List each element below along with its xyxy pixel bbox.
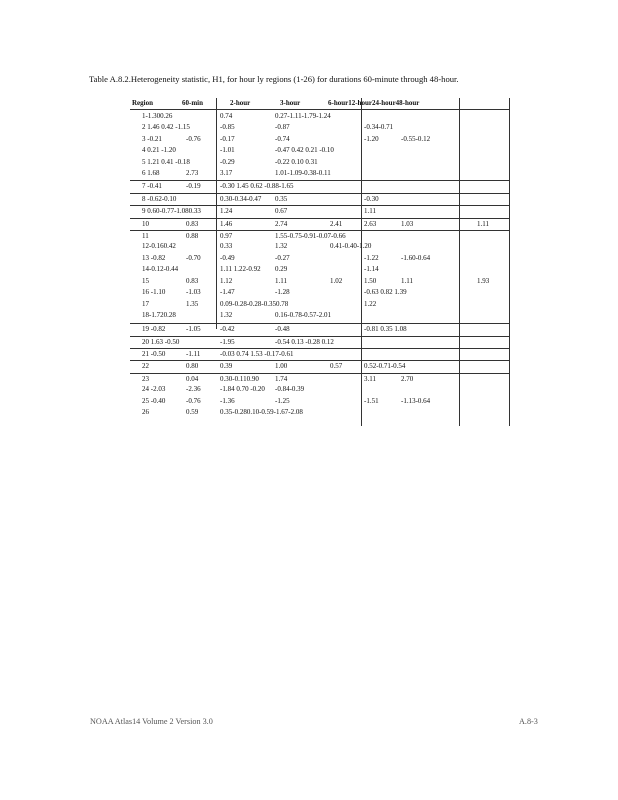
table-cell: -0.76 [186, 135, 201, 143]
table-cell: 0.39 [220, 362, 233, 370]
table-cell: -0.47 0.42 0.21 -0.10 [275, 146, 334, 154]
table-cell: -1.36 [220, 397, 235, 405]
table-cell: -1.84 0.70 -0.20 [220, 385, 265, 393]
table-cell: 15 [142, 277, 149, 285]
table-cell: -2.36 [186, 385, 201, 393]
table-cell: 3.11 [364, 375, 376, 383]
heterogeneity-table [130, 98, 510, 426]
table-cell: 0.57 [330, 362, 343, 370]
table-row [130, 384, 510, 395]
table-cell: -0.63 0.82 1.39 [364, 288, 407, 296]
table-cell: -0.22 0.10 0.31 [275, 158, 318, 166]
table-cell: 7 -0.41 [142, 182, 162, 190]
header-60-min: 60-min [182, 99, 203, 107]
table-cell: 1.02 [330, 277, 343, 285]
table-cell: 1.11 [275, 277, 287, 285]
table-cell: 14-0.12-0.44 [142, 265, 179, 273]
table-row [130, 168, 510, 179]
table-cell: 1.32 [275, 242, 288, 250]
table-cell: 5 1.21 0.41 -0.18 [142, 158, 190, 166]
table-cell: -1.25 [275, 397, 290, 405]
table-cell: 16 -1.10 [142, 288, 166, 296]
table-row [130, 396, 510, 407]
table-cell: 2.63 [364, 220, 377, 228]
table-cell: 12-0.160.42 [142, 242, 176, 250]
table-cell: -1.01 [220, 146, 235, 154]
table-cell: 0.80 [186, 362, 199, 370]
table-cell: 19 -0.82 [142, 325, 166, 333]
table-cell: 22 [142, 362, 149, 370]
table-cell: 1.55-0.75-0.91-0.07-0.66 [275, 232, 346, 240]
table-cell: 2.41 [330, 220, 343, 228]
table-cell: 1.11 [364, 207, 376, 215]
table-cell: 2.73 [186, 169, 199, 177]
table-cell: 0.30-0.110.90 [220, 375, 259, 383]
table-cell: 3.17 [220, 169, 233, 177]
table-cell: 0.27-1.11-1.79-1.24 [275, 112, 331, 120]
table-cell: -0.49 [220, 254, 235, 262]
table-row [130, 122, 510, 133]
table-cell: -0.70 [186, 254, 201, 262]
table-cell: 0.83 [186, 277, 199, 285]
table-cell: -0.19 [186, 182, 201, 190]
table-cell: 1.11 [401, 277, 413, 285]
table-cell: 1.22 [364, 300, 377, 308]
table-cell: 0.04 [186, 375, 199, 383]
table-cell: 4 0.21 -1.20 [142, 146, 176, 154]
table-cell: -0.29 [220, 158, 235, 166]
table-cell: 1.32 [220, 311, 233, 319]
table-row [130, 218, 510, 230]
table-cell: 0.35 [275, 195, 288, 203]
footer-left: NOAA Atlas14 Volume 2 Version 3.0 [90, 717, 213, 726]
table-row [130, 323, 510, 335]
table-cell: -0.17 [220, 135, 235, 143]
table-cell: 1.00 [275, 362, 288, 370]
table-row [130, 193, 510, 205]
table-cell: 11 [142, 232, 149, 240]
table-caption: Table A.8.2.Heterogeneity statistic, H1, for hour ly regions (1-26) for durations 60-minute through 48-hour. [89, 74, 459, 84]
table-cell: 1.24 [220, 207, 233, 215]
table-cell: -0.48 [275, 325, 290, 333]
table-cell: 0.67 [275, 207, 288, 215]
table-cell: -0.03 0.74 1.53 -0.17-0.61 [220, 350, 294, 358]
table-cell: 3 -0.21 [142, 135, 162, 143]
table-cell: 0.16-0.78-0.57-2.01 [275, 311, 331, 319]
table-cell: -1.05 [186, 325, 201, 333]
table-cell: 0.35-0.280.10-0.59-1.67-2.08 [220, 408, 303, 416]
table-cell: 18-1.720.28 [142, 311, 176, 319]
header-3-hour: 3-hour [280, 99, 301, 107]
table-cell: 1.50 [364, 277, 377, 285]
table-row [130, 336, 510, 348]
table-row [130, 241, 510, 252]
table-row [130, 134, 510, 145]
table-cell: -1.51 [364, 397, 379, 405]
table-cell: -1.60-0.64 [401, 254, 431, 262]
table-cell: 26 [142, 408, 149, 416]
table-cell: 2.74 [275, 220, 288, 228]
table-row [130, 299, 510, 310]
table-cell: -0.27 [275, 254, 290, 262]
table-cell: 0.52-0.71-0.54 [364, 362, 406, 370]
table-cell: 21 -0.50 [142, 350, 166, 358]
table-cell: 2.70 [401, 375, 414, 383]
table-cell: 0.74 [220, 112, 233, 120]
table-cell: 1.11 [477, 220, 489, 228]
table-cell: 9 0.60-0.77-1.080.33 [142, 207, 201, 215]
table-cell: -0.74 [275, 135, 290, 143]
page-number: A.8-3 [519, 717, 538, 726]
table-cell: 1.46 [220, 220, 233, 228]
table-cell: -1.03 [186, 288, 201, 296]
table-row [130, 180, 510, 192]
table-cell: 0.09-0.28-0.28-0.350.78 [220, 300, 289, 308]
table-cell: 1.12 [220, 277, 233, 285]
table-row [130, 276, 510, 287]
table-cell: 0.88 [186, 232, 199, 240]
table-cell: 10 [142, 220, 149, 228]
table-cell: -0.30 [364, 195, 379, 203]
table-cell: -0.87 [275, 123, 290, 131]
table-header-row [130, 98, 510, 110]
table-row [130, 287, 510, 298]
table-cell: 1.01-1.09-0.38-0.11 [275, 169, 331, 177]
table-cell: 8 -0.62-0.10 [142, 195, 177, 203]
table-cell: -1.22 [364, 254, 379, 262]
table-cell: -0.55-0.12 [401, 135, 431, 143]
table-cell: -0.30 1.45 0.62 -0.88-1.65 [220, 182, 294, 190]
table-cell: 2 1.46 0.42 -1.15 [142, 123, 190, 131]
table-cell: 0.97 [220, 232, 233, 240]
table-cell: -0.54 0.13 -0.28 0.12 [275, 338, 334, 346]
header-region: Region [132, 99, 153, 107]
table-cell: -1.28 [275, 288, 290, 296]
table-cell: 1.11 1.22-0.92 [220, 265, 261, 273]
table-row [130, 310, 510, 321]
header-2-hour: 2-hour [230, 99, 251, 107]
table-cell: -1.11 [186, 350, 201, 358]
table-cell: 13 -0.82 [142, 254, 166, 262]
table-cell: -1.13-0.64 [401, 397, 431, 405]
table-cell: 24 -2.03 [142, 385, 166, 393]
table-row [130, 348, 510, 360]
table-cell: -0.85 [220, 123, 235, 131]
table-cell: 0.30-0.34-0.47 [220, 195, 262, 203]
table-cell: 1.74 [275, 375, 288, 383]
table-cell: 1-1.300.26 [142, 112, 173, 120]
table-cell: 25 -0.40 [142, 397, 166, 405]
table-cell: 1.93 [477, 277, 490, 285]
table-row [130, 253, 510, 264]
table-row [130, 111, 510, 122]
table-cell: -0.34-0.71 [364, 123, 394, 131]
table-cell: -0.81 0.35 1.08 [364, 325, 407, 333]
table-row [130, 407, 510, 418]
table-row [130, 205, 510, 217]
table-cell: -0.76 [186, 397, 201, 405]
table-cell: 0.41-0.40-1.20 [330, 242, 372, 250]
table-cell: 17 [142, 300, 149, 308]
table-row [130, 145, 510, 156]
header-6-to-48-hour: 6-hour12-hour24-hour48-hour [328, 99, 420, 107]
table-cell: -0.84-0.39 [275, 385, 305, 393]
table-cell: -1.14 [364, 265, 379, 273]
table-cell: 0.29 [275, 265, 288, 273]
table-cell: -0.42 [220, 325, 235, 333]
table-cell: -1.95 [220, 338, 235, 346]
table-row [130, 360, 510, 372]
table-cell: -1.20 [364, 135, 379, 143]
table-cell: 23 [142, 375, 149, 383]
table-cell: 6 1.68 [142, 169, 160, 177]
table-cell: 0.59 [186, 408, 199, 416]
table-cell: 1.35 [186, 300, 199, 308]
table-cell: 0.83 [186, 220, 199, 228]
table-row [130, 157, 510, 168]
table-cell: 0.33 [220, 242, 233, 250]
table-cell: -1.47 [220, 288, 235, 296]
table-cell: 1.03 [401, 220, 414, 228]
table-row [130, 264, 510, 275]
table-cell: 20 1.63 -0.50 [142, 338, 180, 346]
